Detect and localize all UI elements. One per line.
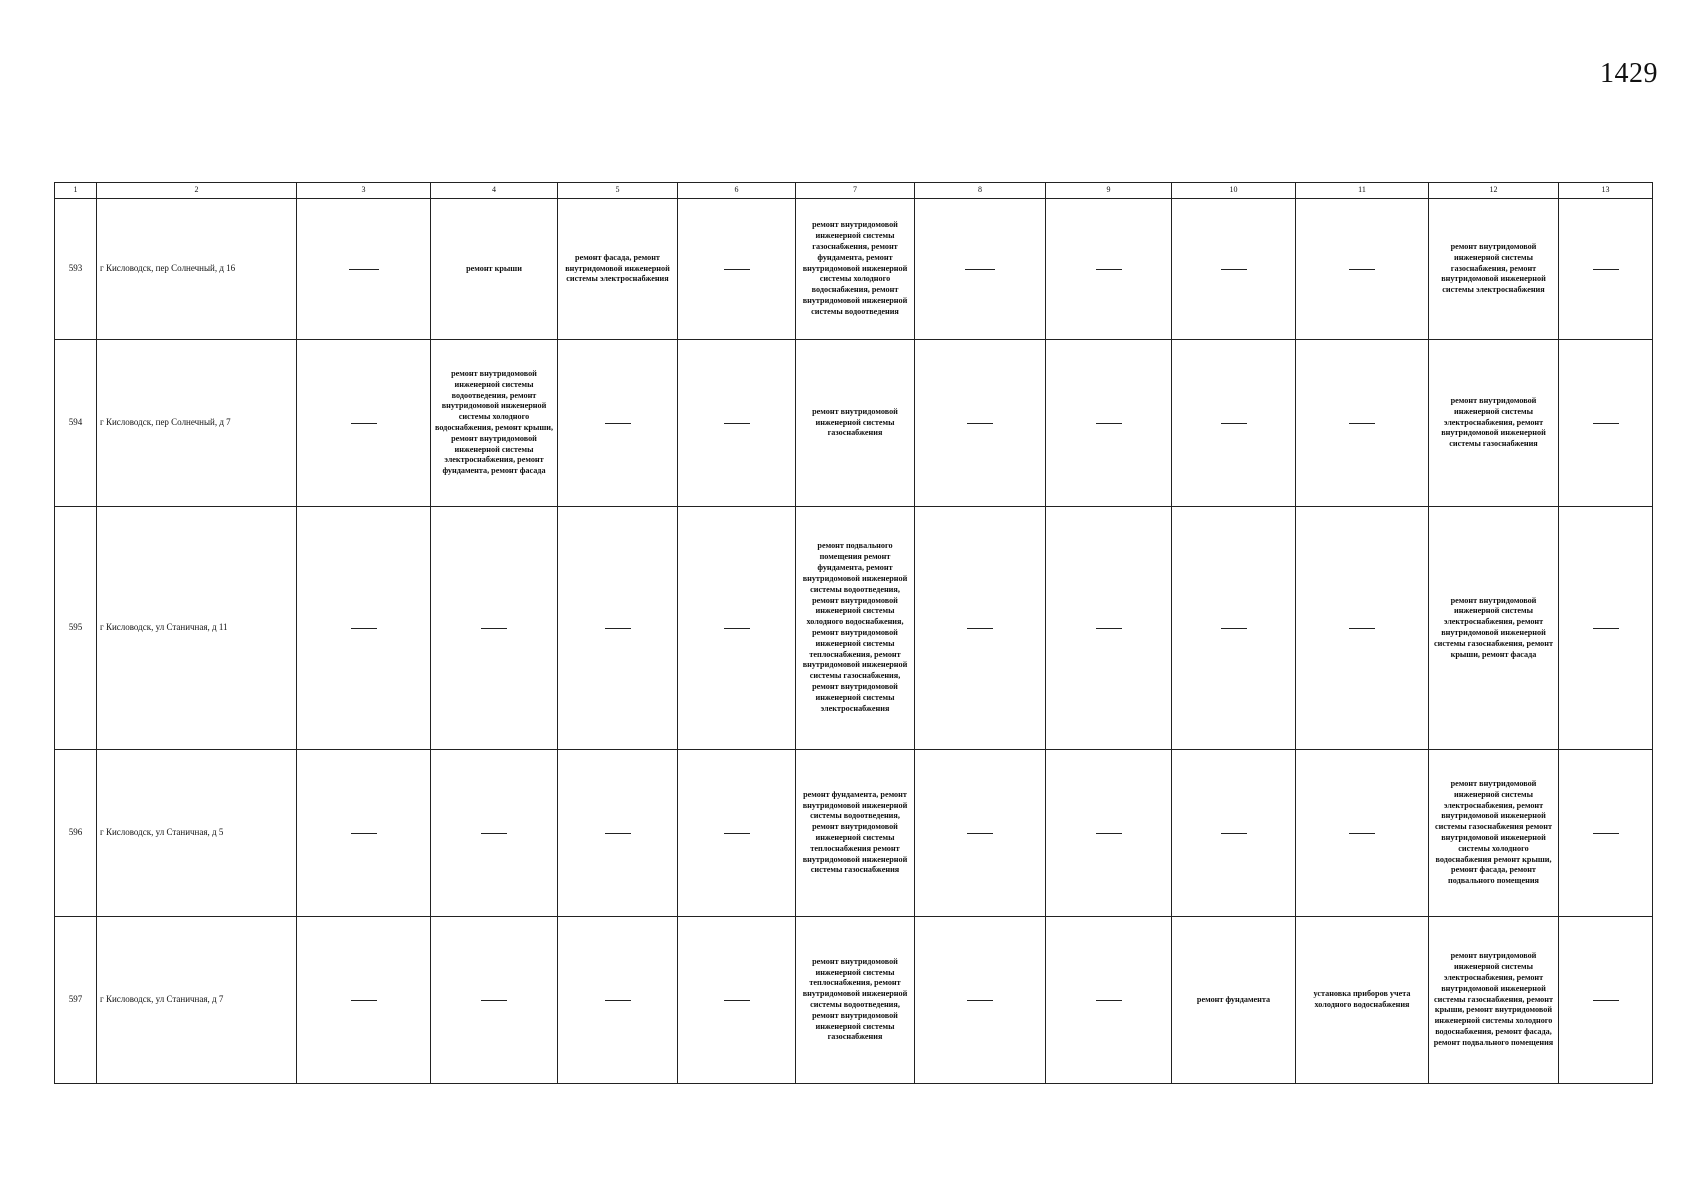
work-cell: ремонт внутридомовой инженерной системы электроснабжения, ремонт внутридомовой инженерной системы газоснабжения ремонт внутридомовой инженерной системы холодного водоснабжения ремонт крыши, ремонт фасада, ремонт подвального помещения [1429,750,1559,917]
empty-cell [678,750,796,917]
dash-mark [1096,833,1122,834]
empty-cell [1296,199,1429,340]
empty-cell [915,199,1046,340]
work-cell: установка приборов учета холодного водоснабжения [1296,917,1429,1084]
row-number: 594 [55,340,97,507]
address-cell: г Кисловодск, пер Солнечный, д 7 [97,340,297,507]
empty-cell [1296,340,1429,507]
empty-cell [678,917,796,1084]
empty-cell [558,507,678,750]
empty-cell [558,750,678,917]
empty-cell [297,340,431,507]
work-cell: ремонт внутридомовой инженерной системы электроснабжения, ремонт внутридомовой инженерной системы газоснабжения [1429,340,1559,507]
empty-cell [915,507,1046,750]
row-number: 593 [55,199,97,340]
dash-mark [1593,269,1619,270]
work-cell: ремонт внутридомовой инженерной системы теплоснабжения, ремонт внутридомовой инженерной системы водоотведения, ремонт внутридомовой инженерной системы газоснабжения [796,917,915,1084]
empty-cell [1559,340,1653,507]
work-cell: ремонт крыши [431,199,558,340]
column-header: 9 [1046,183,1172,199]
dash-mark [1221,423,1247,424]
empty-cell [1559,199,1653,340]
table-row [55,340,1653,507]
column-header: 4 [431,183,558,199]
dash-mark [724,423,750,424]
work-cell: ремонт фундамента [1172,917,1296,1084]
dash-mark [1593,1000,1619,1001]
dash-mark [1096,423,1122,424]
dash-mark [481,1000,507,1001]
dash-mark [351,628,377,629]
dash-mark [605,423,631,424]
dash-mark [481,833,507,834]
dash-mark [605,1000,631,1001]
empty-cell [915,750,1046,917]
work-cell: ремонт внутридомовой инженерной системы газоснабжения, ремонт внутридомовой инженерной системы электроснабжения [1429,199,1559,340]
empty-cell [1559,750,1653,917]
empty-cell [915,917,1046,1084]
dash-mark [605,833,631,834]
table-row [55,917,1653,1084]
repair-schedule-table [54,182,1653,1084]
empty-cell [1559,917,1653,1084]
dash-mark [1349,628,1375,629]
column-header: 5 [558,183,678,199]
work-cell: ремонт фундамента, ремонт внутридомовой инженерной системы водоотведения, ремонт внутридомовой инженерной системы теплоснабжения ремонт внутридомовой инженерной системы газоснабжения [796,750,915,917]
column-header: 11 [1296,183,1429,199]
empty-cell [558,917,678,1084]
dash-mark [1593,423,1619,424]
empty-cell [431,917,558,1084]
dash-mark [605,628,631,629]
table-row [55,750,1653,917]
work-cell: ремонт внутридомовой инженерной системы водоотведения, ремонт внутридомовой инженерной системы холодного водоснабжения, ремонт крыши, ремонт внутридомовой инженерной системы электроснабжения, ремонт фундамента, ремонт фасада [431,340,558,507]
empty-cell [1046,340,1172,507]
dash-mark [1593,833,1619,834]
empty-cell [1296,750,1429,917]
dash-mark [724,833,750,834]
empty-cell [431,507,558,750]
column-header: 1 [55,183,97,199]
dash-mark [1349,269,1375,270]
dash-mark [724,269,750,270]
column-header: 12 [1429,183,1559,199]
dash-mark [1096,628,1122,629]
empty-cell [1046,199,1172,340]
header-row [55,183,1653,199]
column-header: 13 [1559,183,1653,199]
dash-mark [1096,269,1122,270]
empty-cell [1046,917,1172,1084]
empty-cell [297,199,431,340]
empty-cell [1172,507,1296,750]
table-row [55,199,1653,340]
empty-cell [1172,199,1296,340]
dash-mark [967,423,993,424]
dash-mark [351,833,377,834]
empty-cell [558,340,678,507]
empty-cell [297,750,431,917]
column-header: 6 [678,183,796,199]
empty-cell [1172,340,1296,507]
dash-mark [724,628,750,629]
table-row [55,507,1653,750]
empty-cell [1172,750,1296,917]
empty-cell [1046,507,1172,750]
column-header: 8 [915,183,1046,199]
address-cell: г Кисловодск, ул Станичная, д 5 [97,750,297,917]
dash-mark [481,628,507,629]
dash-mark [1221,628,1247,629]
work-cell: ремонт внутридомовой инженерной системы электроснабжения, ремонт внутридомовой инженерной системы газоснабжения, ремонт крыши, ремонт фасада [1429,507,1559,750]
work-cell: ремонт внутридомовой инженерной системы газоснабжения, ремонт фундамента, ремонт внутридомовой инженерной системы холодного водоснабжения, ремонт внутридомовой инженерной системы водоотведения [796,199,915,340]
empty-cell [297,507,431,750]
row-number: 597 [55,917,97,1084]
dash-mark [967,1000,993,1001]
empty-cell [297,917,431,1084]
column-header: 3 [297,183,431,199]
dash-mark [1593,628,1619,629]
work-cell: ремонт внутридомовой инженерной системы электроснабжения, ремонт внутридомовой инженерной системы газоснабжения, ремонт крыши, ремонт внутридомовой инженерной системы холодного водоснабжения, ремонт фасада, ремонт подвального помещения [1429,917,1559,1084]
work-cell: ремонт фасада, ремонт внутридомовой инженерной системы электроснабжения [558,199,678,340]
column-header: 2 [97,183,297,199]
dash-mark [965,269,995,270]
address-cell: г Кисловодск, ул Станичная, д 7 [97,917,297,1084]
column-header: 7 [796,183,915,199]
dash-mark [1349,833,1375,834]
dash-mark [351,423,377,424]
dash-mark [967,833,993,834]
empty-cell [915,340,1046,507]
dash-mark [349,269,379,270]
empty-cell [678,507,796,750]
dash-mark [1349,423,1375,424]
empty-cell [678,199,796,340]
empty-cell [1296,507,1429,750]
work-cell: ремонт внутридомовой инженерной системы газоснабжения [796,340,915,507]
dash-mark [724,1000,750,1001]
dash-mark [1221,833,1247,834]
column-header: 10 [1172,183,1296,199]
dash-mark [351,1000,377,1001]
dash-mark [967,628,993,629]
address-cell: г Кисловодск, ул Станичная, д 11 [97,507,297,750]
dash-mark [1096,1000,1122,1001]
empty-cell [431,750,558,917]
page-number: 1429 [1600,58,1658,89]
empty-cell [1559,507,1653,750]
row-number: 595 [55,507,97,750]
empty-cell [1046,750,1172,917]
row-number: 596 [55,750,97,917]
address-cell: г Кисловодск, пер Солнечный, д 16 [97,199,297,340]
dash-mark [1221,269,1247,270]
work-cell: ремонт подвального помещения ремонт фундамента, ремонт внутридомовой инженерной системы водоотведения, ремонт внутридомовой инженерной системы холодного водоснабжения, ремонт внутридомовой инженерной системы теплоснабжения, ремонт внутридомовой инженерной системы газоснабжения, ремонт внутридомовой инженерной системы электроснабжения [796,507,915,750]
empty-cell [678,340,796,507]
